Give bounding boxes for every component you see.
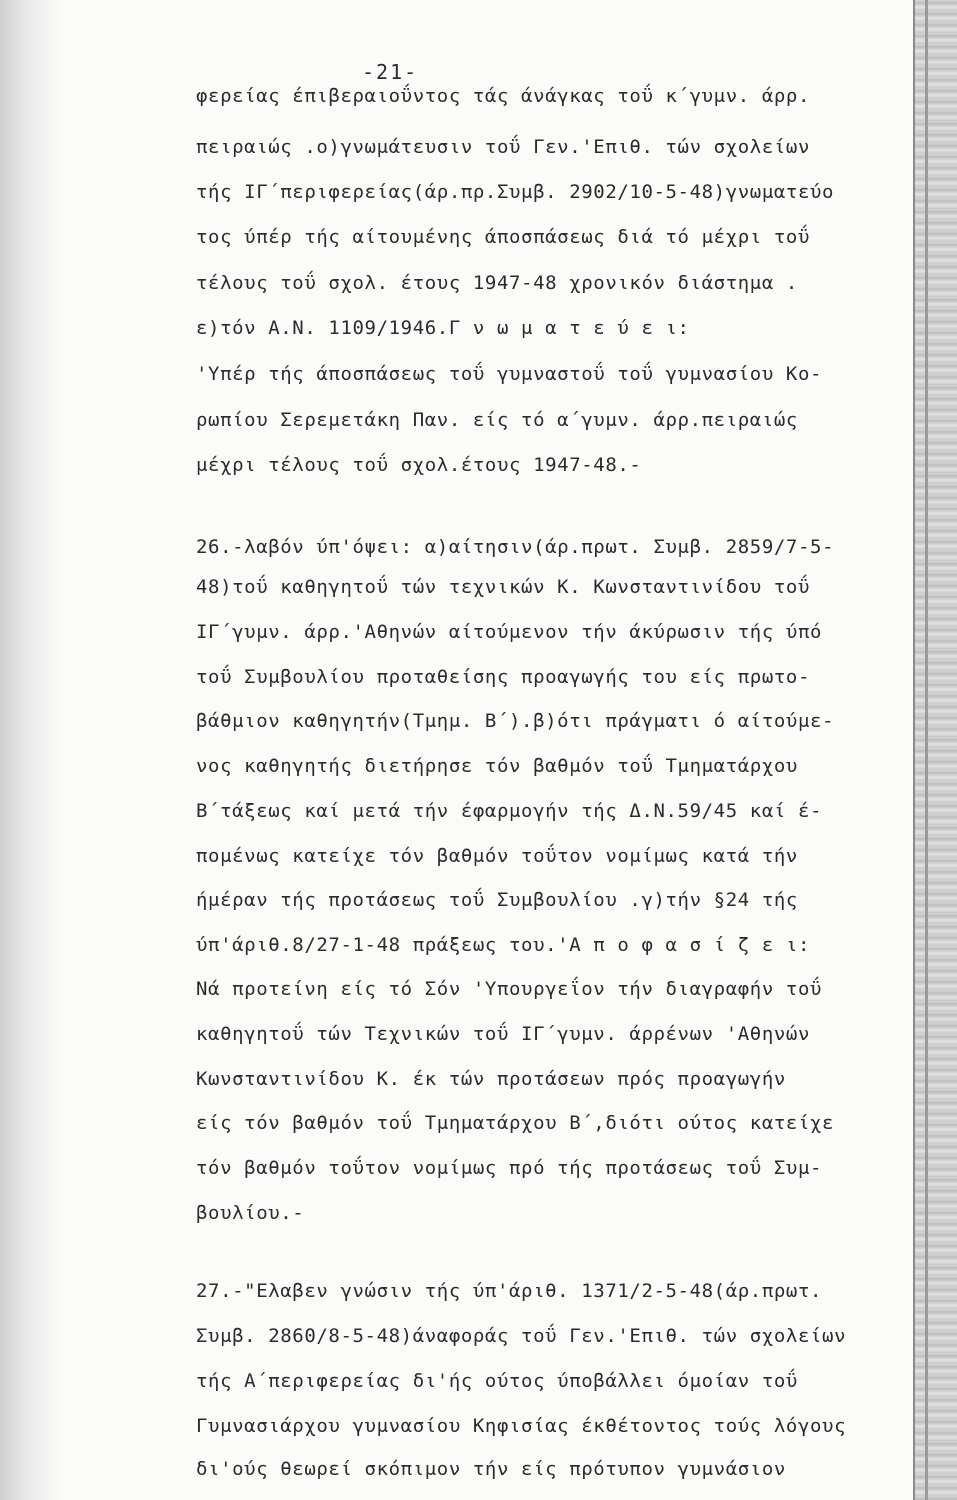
text-line: ΙΓ΄γυμν. άρρ.'Αθηνών αίτούμενον τήν άκύρωσιν τής ύπό: [196, 621, 823, 643]
text-line: ύπ'άριθ.8/27-1-48 πράξεως του.'Α π ο φ α σ ί ζ ε ι:: [196, 934, 810, 956]
scan-shadow: [0, 0, 60, 1500]
text-line: δι'ούς θεωρεί σκόπιμον τήν είς πρότυπον γυμνάσιον: [196, 1458, 786, 1480]
text-line: νος καθηγητής διετήρησε τόν βαθμόν τοΰ Τμηματάρχου: [196, 755, 798, 777]
text-line: βάθμιον καθηγητήν(Τμημ. Β΄).β)ότι πράγματι ό αίτούμε-: [196, 710, 835, 732]
text-line: τέλους τοΰ σχολ. έτους 1947-48 χρονικόν διάστημα .: [196, 272, 798, 294]
text-line: ρωπίου Σερεμετάκη Παν. είς τό α΄γυμν. άρρ.πειραιώς: [196, 409, 798, 431]
text-line: τής ΙΓ΄περιφερείας(άρ.πρ.Συμβ. 2902/10-5-48)γνωματεύο: [196, 181, 835, 203]
text-line: 48)τοΰ καθηγητοΰ τών τεχνικών Κ. Κωνσταντινίδου τοΰ: [196, 576, 810, 598]
text-line: τόν βαθμόν τοΰτον νομίμως πρό τής προτάσεως τοΰ Συμ-: [196, 1157, 823, 1179]
text-line: Νά προτείνη είς τό Σόν 'Υπουργεΐον τήν διαγραφήν τοΰ: [196, 978, 823, 1000]
text-line: ε)τόν Α.Ν. 1109/1946.Γ ν ω μ α τ ε ύ ε ι:: [196, 317, 690, 339]
text-line: Συμβ. 2860/8-5-48)άναφοράς τοΰ Γεν.'Επιθ. τών σχολείων: [196, 1325, 847, 1347]
text-line: Β΄τάξεως καί μετά τήν έφαρμογήν τής Δ.Ν.59/45 καί έ-: [196, 800, 823, 822]
page-number: -21-: [362, 60, 419, 84]
text-line: μέχρι τέλους τοΰ σχολ.έτους 1947-48.-: [196, 454, 642, 476]
text-line: τοΰ Συμβουλίου προταθείσης προαγωγής του είς πρωτο-: [196, 666, 810, 688]
text-line: Γυμνασιάρχου γυμνασίου Κηφισίας έκθέτοντος τούς λόγους: [196, 1415, 847, 1437]
text-line: βουλίου.-: [196, 1202, 305, 1224]
text-line: είς τόν βαθμόν τοΰ Τμηματάρχου Β΄,διότι ούτος κατείχε: [196, 1112, 835, 1134]
text-line: 27.-"Ελαβεν γνώσιν τής ύπ'άριθ. 1371/2-5-48(άρ.πρωτ.: [196, 1280, 823, 1302]
text-line: ήμέραν τής προτάσεως τοΰ Συμβουλίου .γ)τήν §24 τής: [196, 889, 798, 911]
text-line: τος ύπέρ τής αίτουμένης άποσπάσεως διά τό μέχρι τοΰ: [196, 226, 810, 248]
text-line: τής Α΄περιφερείας δι'ής ούτος ύποβάλλει όμοίαν τοΰ: [196, 1370, 798, 1392]
text-line: 26.-λαβόν ύπ'όψει: α)αίτησιν(άρ.πρωτ. Συμβ. 2859/7-5-: [196, 536, 835, 558]
text-line: φερείας έπιβεραιοΰντος τάς άνάγκας τοΰ κ΄γυμν. άρρ.: [196, 85, 810, 107]
text-line: 'Υπέρ τής άποσπάσεως τοΰ γυμναστοΰ τοΰ γυμνασίου Κο-: [196, 363, 823, 385]
text-line: Κωνσταντινίδου Κ. έκ τών προτάσεων πρός προαγωγήν: [196, 1068, 786, 1090]
text-line: καθηγητοΰ τών Τεχνικών τοΰ ΙΓ΄γυμν. άρρένων 'Αθηνών: [196, 1023, 810, 1045]
text-line: πομένως κατείχε τόν βαθμόν τοΰτον νομίμως κατά τήν: [196, 845, 798, 867]
binding-edge: [913, 0, 957, 1500]
text-line: πειραιώς .ο)γνωμάτευσιν τοΰ Γεν.'Επιθ. τών σχολείων: [196, 136, 810, 158]
